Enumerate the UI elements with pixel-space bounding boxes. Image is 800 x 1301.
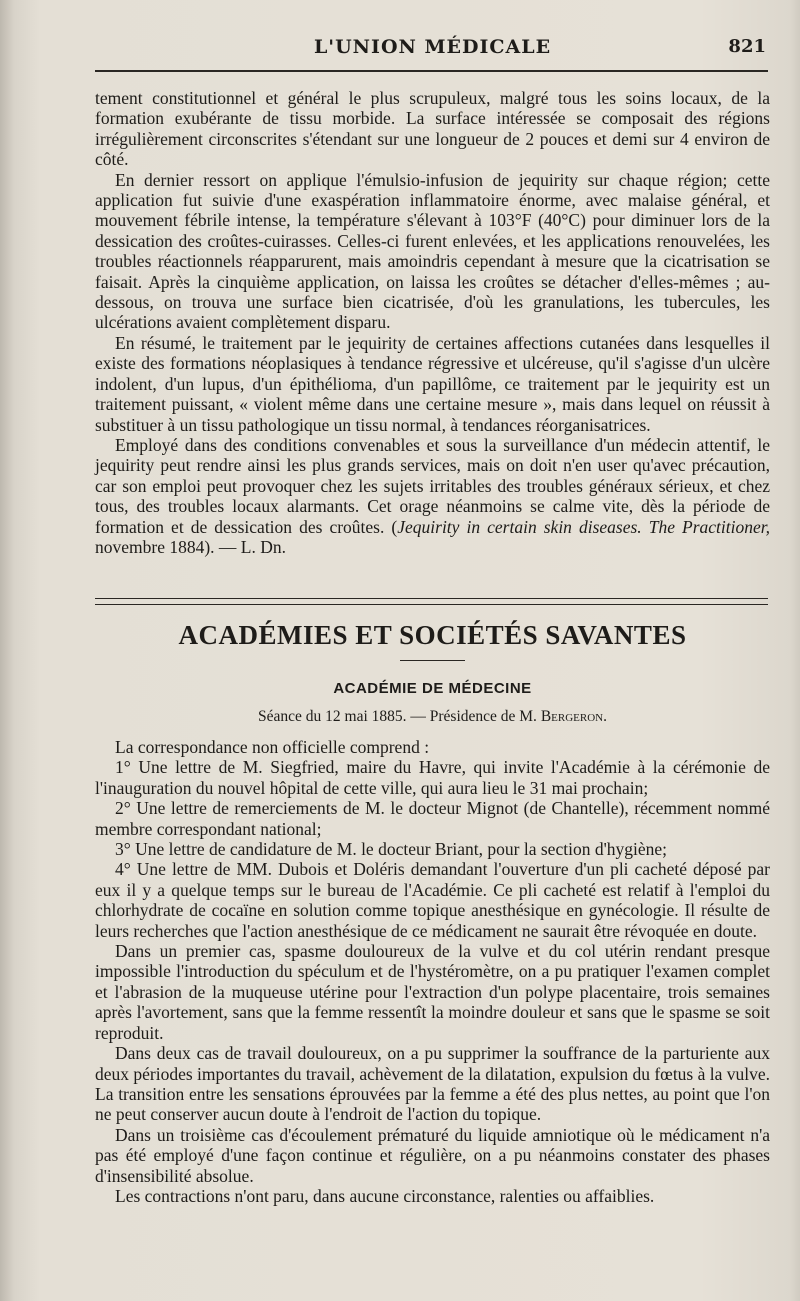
seance-text: Séance du 12 mai 1885. — Présidence de M.: [258, 708, 541, 725]
paragraph: 2° Une lettre de remerciements de M. le docteur Mignot (de Chantelle), récemment nommé membre correspondant national;: [95, 798, 770, 839]
paragraph-with-citation: [95, 435, 770, 557]
article-continuation: [95, 88, 770, 557]
paragraph: 1° Une lettre de M. Siegfried, maire du Havre, qui invite l'Académie à la cérémonie de l'inauguration du nouvel hôpital de cette ville, qui aura lieu le 31 mai prochain;: [95, 757, 770, 798]
academy-report: [95, 737, 770, 1206]
paragraph: En résumé, le traitement par le jequirity de certaines affections cutanées dans lesquelles il existe des formations néoplasiques à tendance régressive et ulcéreuse, qu'il s'agisse d'un ulcère indolent, d'un lupus, d'un épithélioma, d'un papillôme, ce traitement par le jequirity est un traitement puissant, « violent même dans une certaine mesure », mais dans lequel on réussit à substituer à un tissu pathologique un tissu normal, à tendances réorganisatrices.: [95, 332, 770, 435]
running-header: [95, 34, 770, 74]
section-divider: [95, 598, 768, 605]
header-rule: [95, 70, 768, 72]
citation-title: Jequirity in certain skin diseases. The Practitioner,: [397, 516, 770, 537]
paragraph: Dans un troisième cas d'écoulement prématuré du liquide amniotique où le médicament n'a pas été employé d'une façon continue et régulière, on a pu néanmoins constater des phases d'insensibilité absolue.: [95, 1124, 770, 1186]
section-title: ACADÉMIES ET SOCIÉTÉS SAVANTES: [178, 620, 687, 650]
paragraph: tement constitutionnel et général le plus scrupuleux, malgré tous les soins locaux, de la formation exubérante de tissu morbide. La surface intéressée se composait des régions irrégulièrement circonscrites s'étendant sur une longueur de 2 pouces et demi sur 4 environ de côté.: [95, 88, 770, 170]
page-number: 821: [728, 36, 766, 57]
paragraph: La correspondance non officielle comprend :: [115, 737, 430, 757]
seance-suffix: .: [603, 708, 607, 725]
journal-title: L'UNION MÉDICALE: [313, 36, 552, 58]
citation-tail: novembre 1884). — L. Dn.: [95, 536, 287, 557]
paragraph: 4° Une lettre de MM. Dubois et Doléris demandant l'ouverture d'un pli cacheté déposé par eux il y a quelque temps sur le bureau de l'Académie. Ce pli cacheté est relatif à l'emploi du chlorhydrate de cocaïne en solution comme topique anesthésique en gynécologie. Il résulte de leurs recherches que l'action anesthésique de ce médicament ne saurait être révoquée en doute.: [95, 859, 770, 941]
paragraph: Dans un premier cas, spasme douloureux de la vulve et du col utérin rendant presque impossible l'introduction du spéculum et de l'hystéromètre, on a pu pratiquer l'examen complet et l'abrasion de la muqueuse utérine pour l'extraction d'un polype placentaire, trois semaines après l'avortement, sans que la femme ressentît la moindre douleur et sans que le spasme se soit reproduit.: [95, 941, 770, 1043]
subsection-title: ACADÉMIE DE MÉDECINE: [333, 680, 532, 697]
paragraph: En dernier ressort on applique l'émulsio-infusion de jequirity sur chaque région; cette application fut suivie d'une exaspération inflammatoire énorme, avec malaise général, et mouvement fébrile intense, la température s'élevant à 103°F (40°C) pour diminuer lors de la dessication des croûtes-cuirasses. Celles-ci furent enlevées, et les applications renouvelées, les troubles réactionnels réapparurent, mais amoindris cependant à mesure que la cicatrisation se faisait. Après la cinquième application, on laissa les croûtes se détacher d'elles-mêmes ; au-dessous, on trouva une surface bien cicatrisée, d'où les granulations, les tubercules, les ulcérations avaient complètement disparu.: [95, 169, 770, 333]
title-underline: [400, 660, 465, 661]
paragraph: Dans deux cas de travail douloureux, on a pu supprimer la souffrance de la parturiente aux deux périodes importantes du travail, achèvement de la dilatation, expulsion du fœtus à la vulve. La transition entre les sensations éprouvées par la femme a été des plus nettes, au point que l'on ne peut conserver aucun doute à l'endroit de l'action du topique.: [95, 1043, 771, 1125]
paragraph: 3° Une lettre de candidature de M. le docteur Briant, pour la section d'hygiène;: [115, 839, 667, 860]
paragraph: Les contractions n'ont paru, dans aucune circonstance, ralenties ou affaiblies.: [115, 1185, 655, 1206]
seance-line: [95, 708, 770, 726]
paragraph-text: Employé dans des conditions convenables et sous la surveillance d'un médecin attentif, le jequirity peut rendre ainsi les plus grands services, mais on doit n'en user qu'avec précaution, car son emploi peut provoquer chez les sujets irritables des troubles généraux sérieux, et chez tous, des troubles locaux alarmants. Cet orage néanmoins se calme vite, dès la période de formation et de dessication des croûtes. (: [95, 434, 770, 537]
president-name: Bergeron: [540, 708, 604, 725]
